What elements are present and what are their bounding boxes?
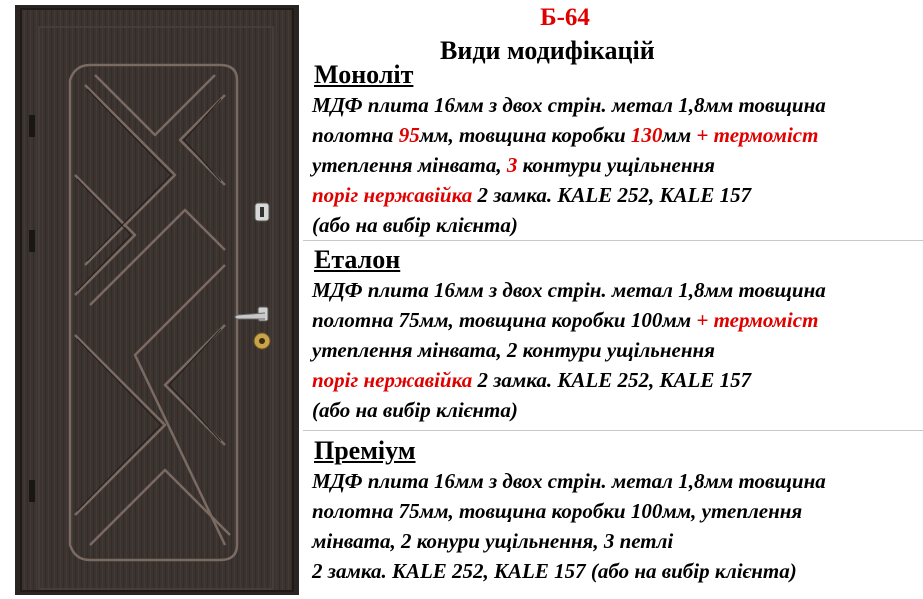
description-line [312, 278, 826, 303]
description-line [312, 308, 818, 333]
highlight-text: 95 [398, 123, 420, 147]
highlight-text: 130 [630, 123, 663, 147]
description-line [312, 368, 751, 393]
highlight-text: + термоміст [696, 308, 819, 332]
description-line [312, 93, 826, 118]
section-title-monolit: Моноліт [314, 60, 414, 89]
description-text: мінвата, 2 конури ущільнення, 3 петлі [312, 529, 674, 553]
description-text: утеплення мінвата, [312, 153, 507, 177]
divider [303, 430, 923, 431]
divider [303, 240, 923, 241]
description-text: мм [662, 123, 697, 147]
description-line [312, 559, 797, 584]
highlight-text: 3 [506, 153, 518, 177]
section-title-premium: Преміум [314, 436, 416, 465]
description-text: мм, товщина коробки [419, 123, 631, 147]
description-text: (або на вибір клієнта) [312, 213, 518, 237]
door-image [15, 5, 299, 595]
description-text: МДФ плита 16мм з двох стрін. метал 1,8мм товщина [312, 93, 826, 117]
description-line [312, 153, 715, 178]
description-text: полотна 75мм, товщина коробки 100мм, утеплення [312, 499, 803, 523]
description-line [312, 213, 518, 238]
description-text: 2 замка. KALE 252, KALE 157 [472, 183, 752, 207]
description-line [312, 183, 751, 208]
description-text: полотна [312, 123, 399, 147]
description-text: контури ущільнення [517, 153, 716, 177]
description-text: 2 замка. KALE 252, KALE 157 (або на вибір клієнта) [312, 559, 797, 583]
highlight-text: поріг нержавійка [312, 368, 473, 392]
description-text: (або на вибір клієнта) [312, 398, 518, 422]
description-line [312, 469, 826, 494]
highlight-text: + термоміст [696, 123, 819, 147]
description-text: утеплення мінвата, 2 контури ущільнення [312, 338, 715, 362]
description-text: полотна 75мм, товщина коробки 100мм [312, 308, 697, 332]
highlight-text: поріг нержавійка [312, 183, 473, 207]
description-text: 2 замка. KALE 252, KALE 157 [472, 368, 752, 392]
section-title-etalon: Еталон [314, 245, 401, 274]
description-text: МДФ плита 16мм з двох стрін. метал 1,8мм товщина [312, 278, 826, 302]
description-line [312, 338, 715, 363]
description-line [312, 398, 518, 423]
description-text: МДФ плита 16мм з двох стрін. метал 1,8мм товщина [312, 469, 826, 493]
description-line [312, 499, 802, 524]
description-line [312, 123, 818, 148]
product-code: Б-64 [540, 4, 590, 31]
page-subtitle: Види модифікацій [440, 36, 655, 65]
description-line [312, 529, 673, 554]
